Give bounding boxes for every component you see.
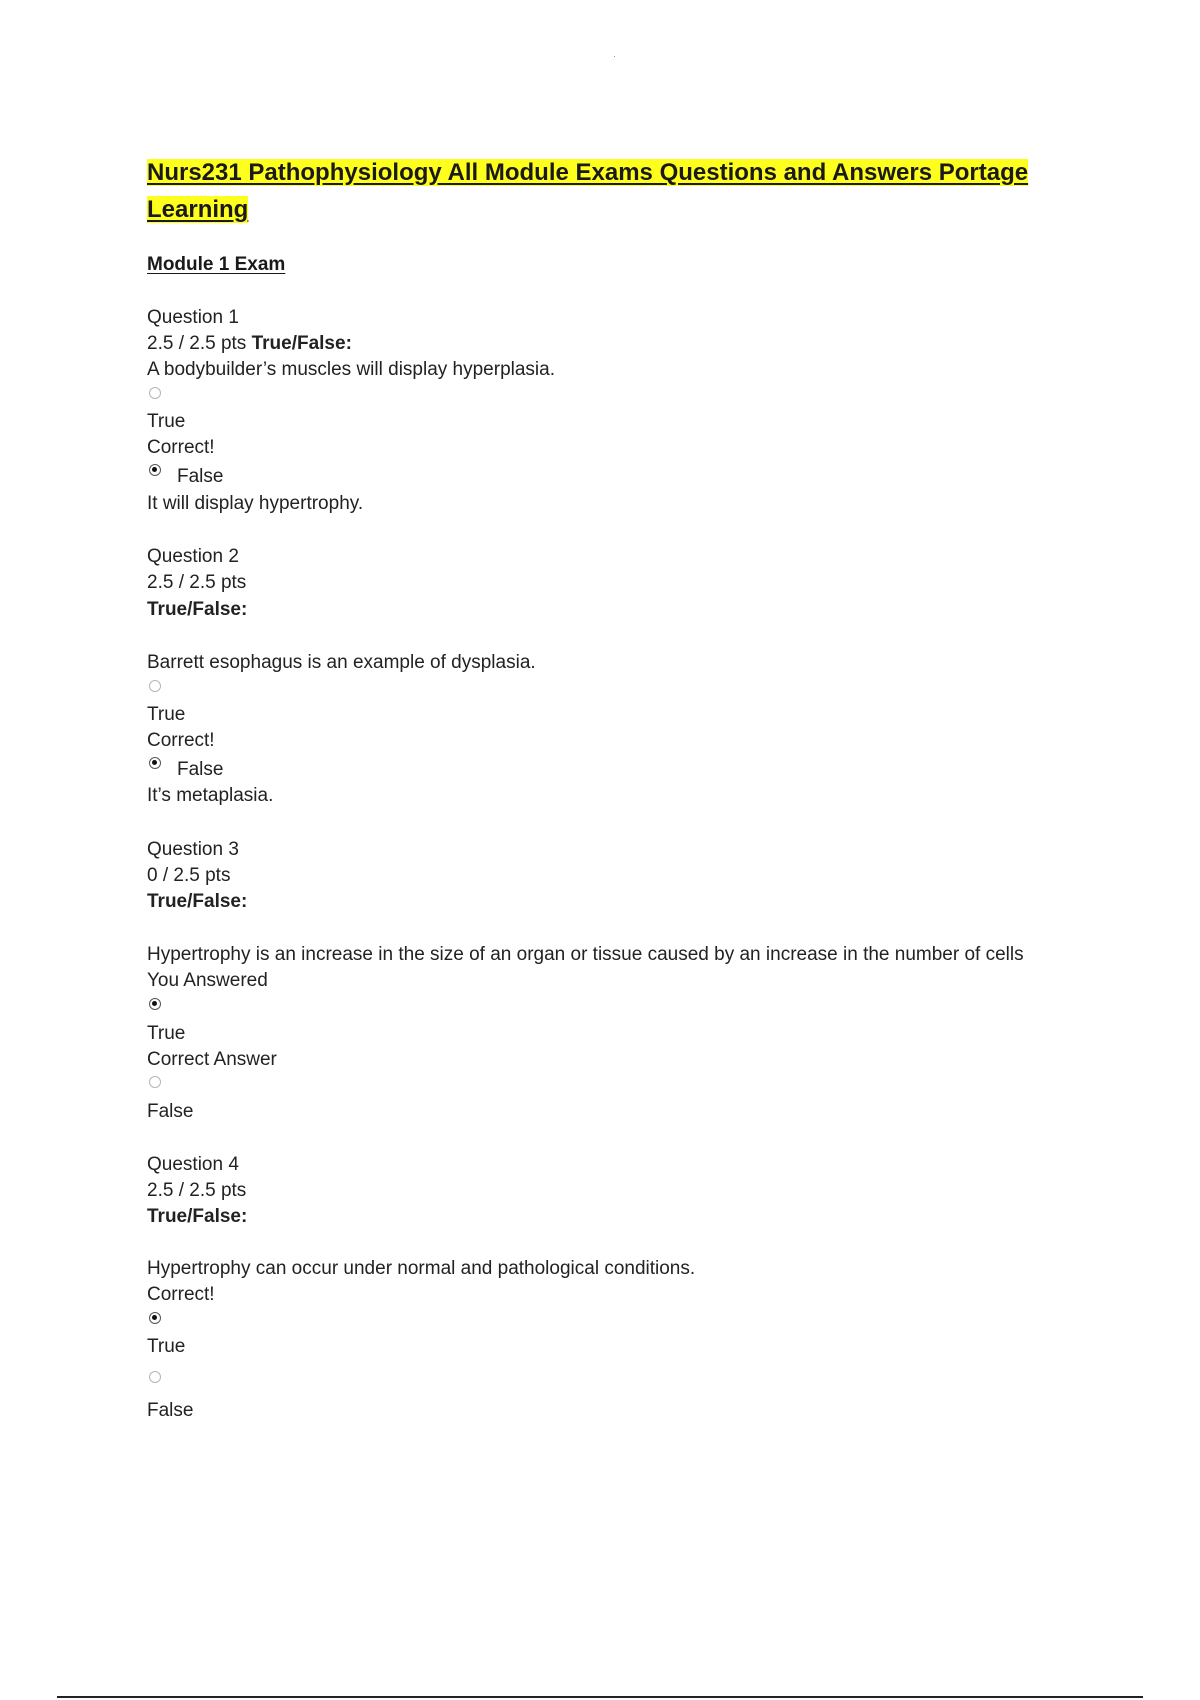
q4-option-true: True [147, 1336, 186, 1357]
bottom-divider [57, 1696, 1143, 1698]
q3-label: Question 3 [147, 839, 239, 860]
document-title [147, 154, 1087, 228]
q4-points: 2.5 / 2.5 pts [147, 1180, 247, 1201]
q1-label: Question 1 [147, 307, 239, 328]
q1-points: 2.5 / 2.5 pts [147, 333, 247, 354]
q3-option-true: True [147, 1023, 186, 1044]
q1-points-line [147, 331, 352, 357]
q1-option-true: True [147, 411, 186, 432]
q3-you-answered: You Answered [147, 970, 268, 991]
module-heading: Module 1 Exam [147, 254, 286, 275]
q3-radio-true[interactable] [149, 998, 161, 1010]
q3-prompt: Hypertrophy is an increase in the size of an organ or tissue caused by an increase in the number of cells [147, 944, 1024, 965]
q2-radio-false[interactable] [149, 757, 161, 769]
q4-label: Question 4 [147, 1154, 239, 1175]
title-text: Nurs231 Pathophysiology All Module Exams Questions and Answers Portage Learning [147, 159, 1029, 223]
q1-status: Correct! [147, 437, 215, 458]
q1-radio-true[interactable] [149, 387, 161, 399]
q3-option-false: False [147, 1101, 194, 1122]
q1-type: True/False: [251, 333, 352, 354]
q4-radio-true[interactable] [149, 1312, 161, 1324]
q2-explanation: It’s metaplasia. [147, 785, 274, 806]
q1-explanation: It will display hypertrophy. [147, 493, 364, 514]
q1-prompt: A bodybuilder’s muscles will display hyperplasia. [147, 359, 555, 380]
q2-status: Correct! [147, 730, 215, 751]
q2-type: True/False: [147, 599, 248, 620]
q2-label: Question 2 [147, 546, 239, 567]
q3-type: True/False: [147, 891, 248, 912]
q4-radio-false[interactable] [149, 1371, 161, 1383]
q4-status: Correct! [147, 1284, 215, 1305]
q2-option-true: True [147, 704, 186, 725]
q4-type: True/False: [147, 1206, 248, 1227]
q1-option-false: False [177, 466, 224, 487]
q3-radio-false[interactable] [149, 1076, 161, 1088]
q2-radio-true[interactable] [149, 680, 161, 692]
q3-correct-answer: Correct Answer [147, 1049, 277, 1070]
q2-option-false: False [177, 759, 224, 780]
scan-speck [614, 56, 615, 57]
q2-prompt: Barrett esophagus is an example of dysplasia. [147, 652, 536, 673]
q4-prompt: Hypertrophy can occur under normal and pathological conditions. [147, 1258, 696, 1279]
q3-points: 0 / 2.5 pts [147, 865, 231, 886]
q1-radio-false[interactable] [149, 464, 161, 476]
q4-option-false: False [147, 1400, 194, 1421]
q2-points: 2.5 / 2.5 pts [147, 572, 247, 593]
